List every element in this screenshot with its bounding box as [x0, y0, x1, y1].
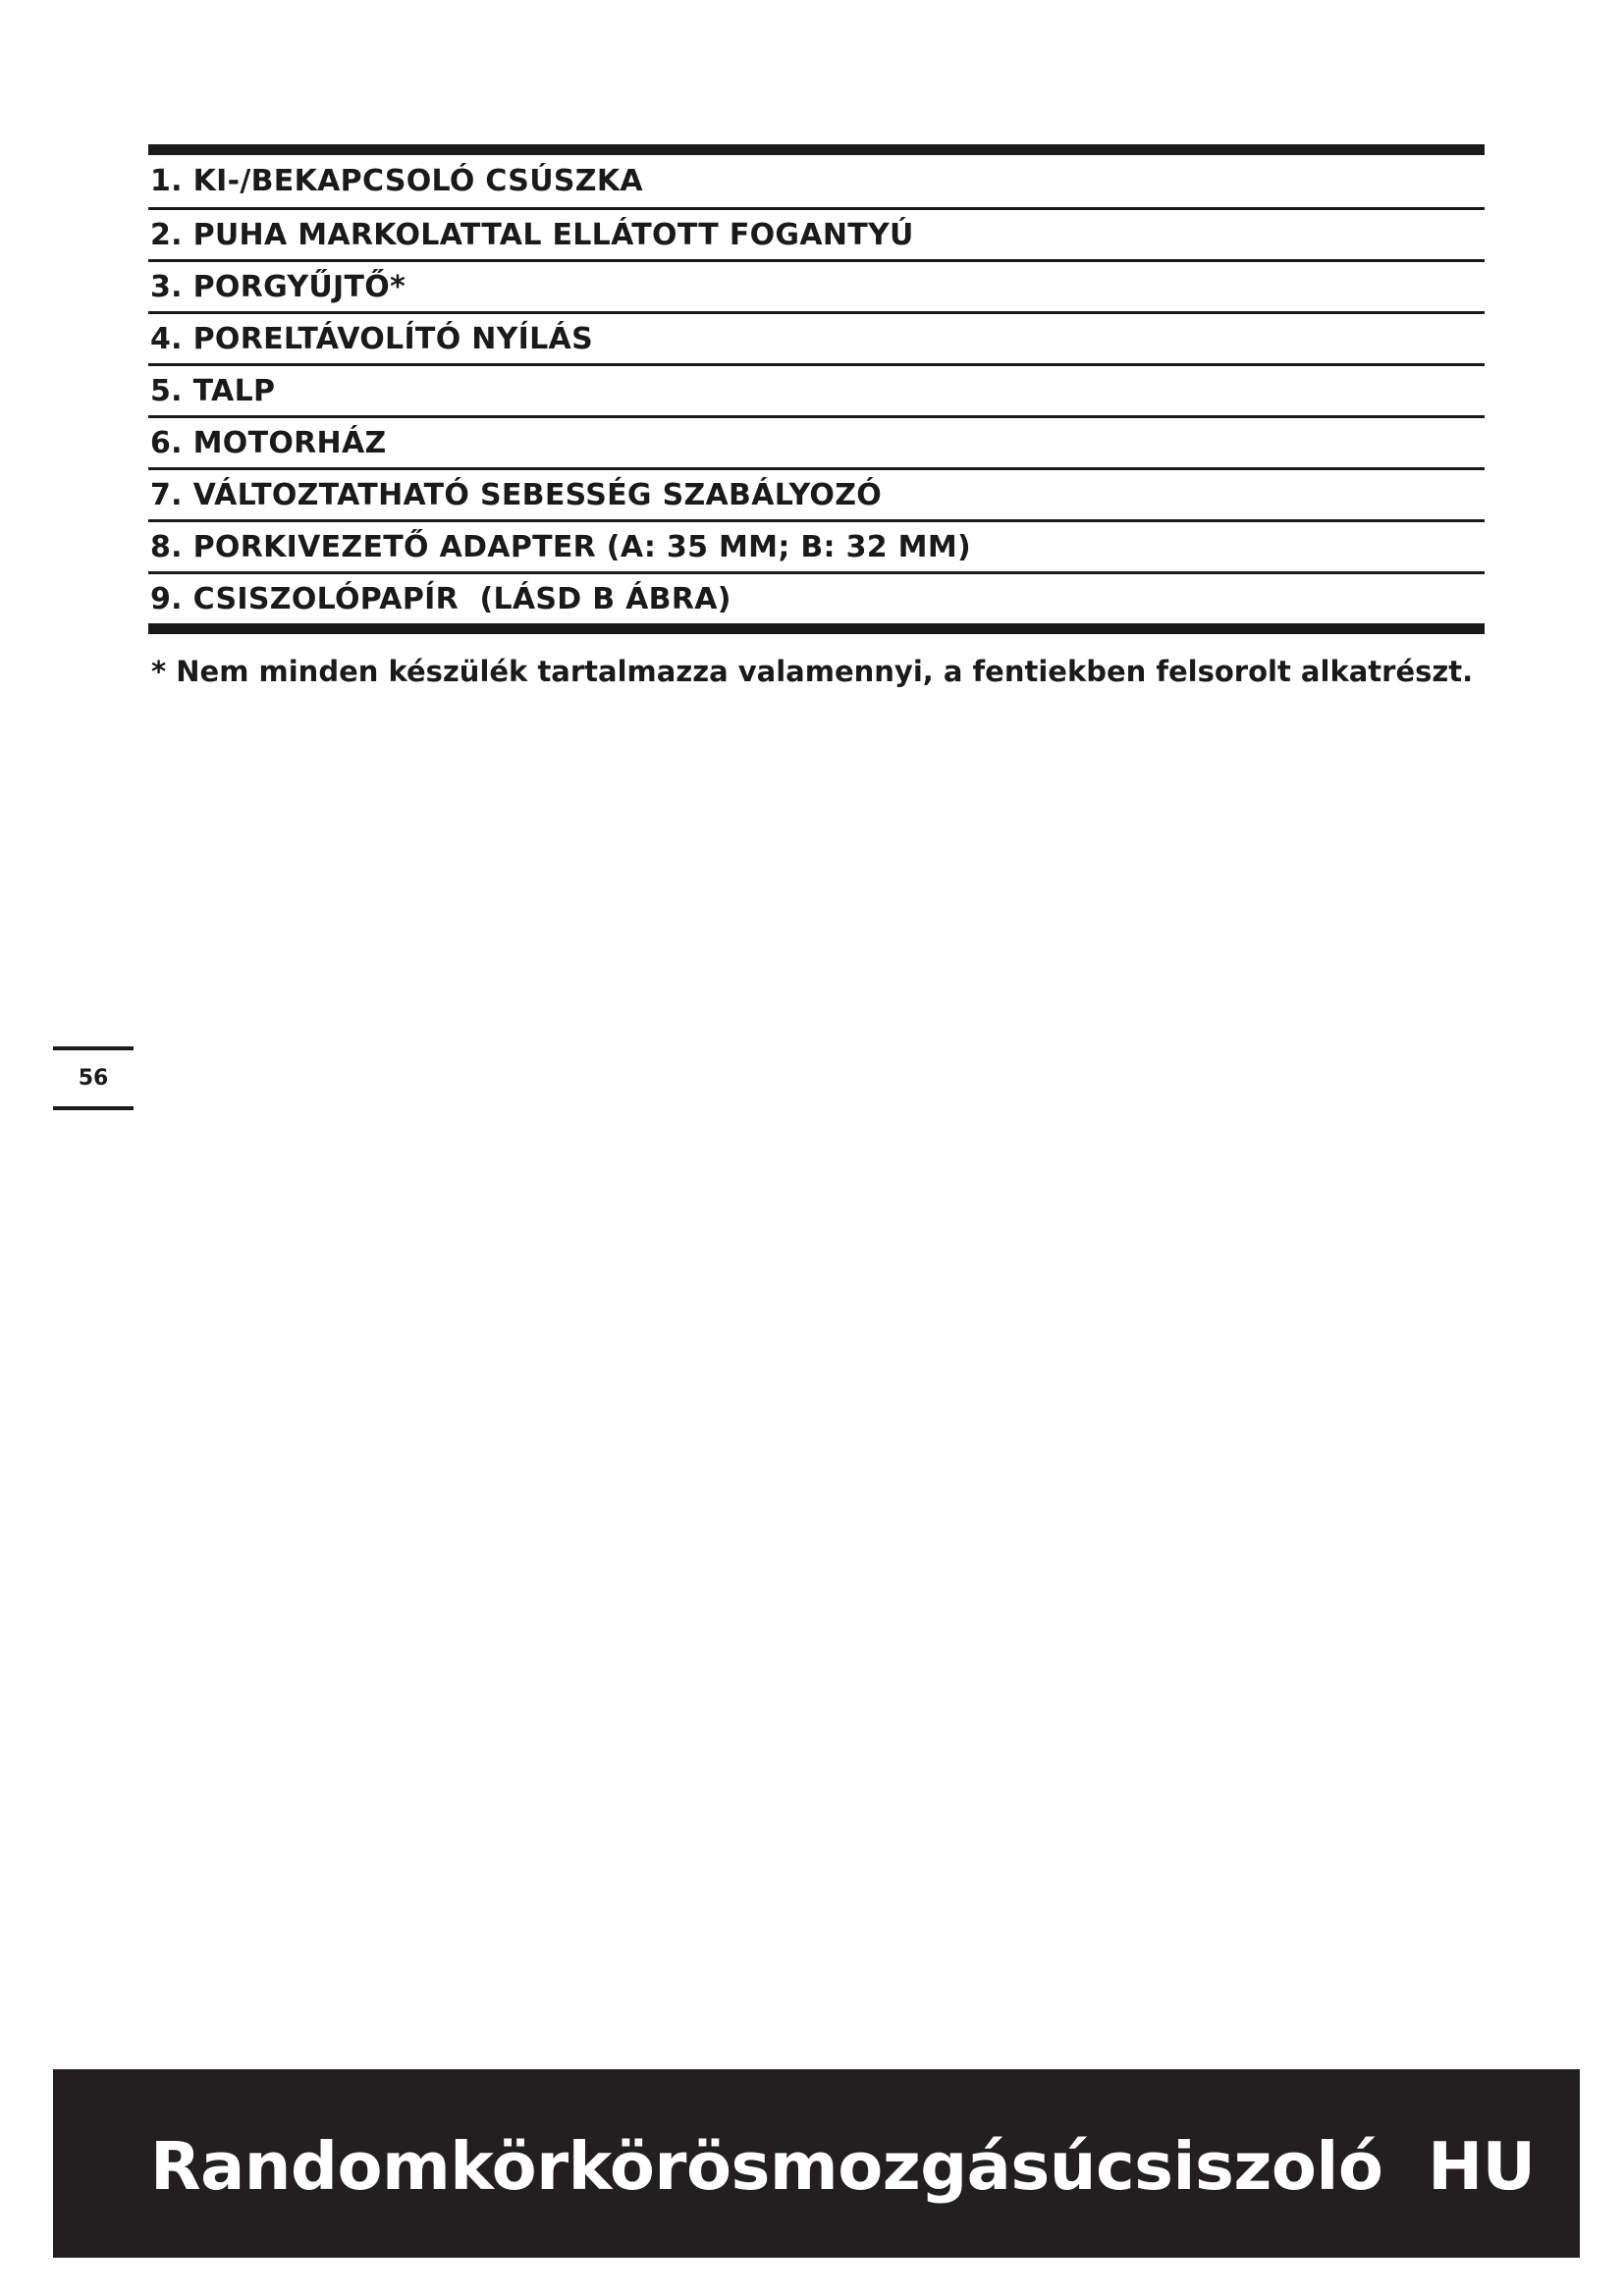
- parts-list-item: 7. VÁLTOZTATHATÓ SEBESSÉG SZABÁLYOZÓ: [148, 467, 1485, 519]
- parts-list-item: 9. CSISZOLÓPAPÍR (LÁSD B ÁBRA): [148, 571, 1485, 623]
- parts-list-item: 1. KI-/BEKAPCSOLÓ CSÚSZKA: [150, 164, 643, 198]
- parts-list-item: 2. PUHA MARKOLATTAL ELLÁTOTT FOGANTYÚ: [148, 207, 1485, 259]
- parts-list-item: 4. PORELTÁVOLÍTÓ NYÍLÁS: [148, 311, 1485, 363]
- banner-title: Randomkörkörösmozgásúcsiszoló HU: [150, 2128, 1536, 2205]
- parts-list-item: 8. PORKIVEZETŐ ADAPTER (A: 35 MM; B: 32 MM): [148, 519, 1485, 571]
- parts-list-item: 6. MOTORHÁZ: [148, 415, 1485, 467]
- page-number-label: 56: [78, 1066, 109, 1091]
- footnote: * Nem minden készülék tartalmazza valamennyi, a fentiekben felsorolt alkatrészt.: [151, 655, 1474, 688]
- parts-list-item: 3. PORGYŰJTŐ*: [148, 259, 1485, 311]
- page-number: [53, 1046, 134, 1110]
- parts-list-item: 5. TALP: [148, 363, 1485, 415]
- title-banner: [53, 2069, 1580, 2258]
- parts-list: [148, 144, 1485, 634]
